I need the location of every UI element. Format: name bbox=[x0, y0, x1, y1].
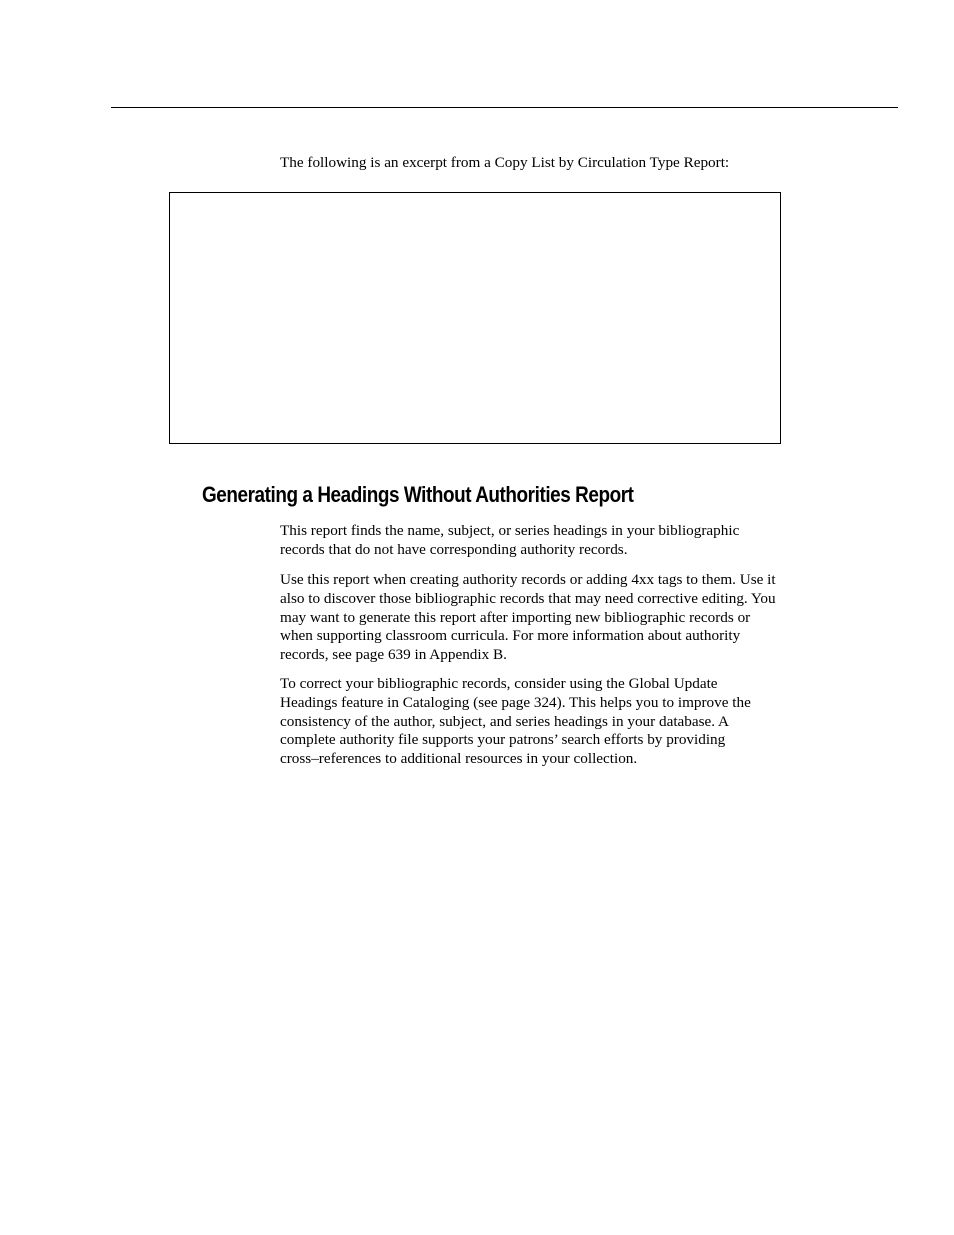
text-line: may want to generate this report after importing new bibliographic records or bbox=[280, 608, 751, 626]
section-heading: Generating a Headings Without Authorities Report bbox=[202, 482, 634, 507]
text-line: cross–references to additional resources in your collection. bbox=[280, 750, 638, 768]
text-line: records that do not have corresponding authority records. bbox=[280, 540, 628, 558]
header-rule bbox=[111, 107, 898, 108]
text-line: Use this report when creating authority records or adding 4xx tags to them. Use it bbox=[280, 571, 776, 588]
paragraph-correction-advice bbox=[280, 675, 846, 769]
text-line: records, see page 639 in Appendix B. bbox=[280, 646, 507, 664]
text-line: consistency of the author, subject, and series headings in your database. A bbox=[280, 712, 729, 730]
paragraph-report-usage bbox=[280, 571, 846, 665]
report-excerpt-frame bbox=[169, 192, 781, 444]
paragraph-report-purpose bbox=[280, 522, 846, 560]
text-line: also to discover those bibliographic records that may need corrective editing. You bbox=[280, 589, 776, 607]
intro-text: The following is an excerpt from a Copy List by Circulation Type Report: bbox=[280, 154, 730, 171]
text-line: Headings feature in Cataloging (see page 324). This helps you to improve the bbox=[280, 693, 751, 711]
text-line: when supporting classroom curricula. For more information about authority bbox=[280, 627, 741, 645]
text-line: complete authority file supports your patrons’ search efforts by providing bbox=[280, 731, 726, 749]
text-line: This report finds the name, subject, or series headings in your bibliographic bbox=[280, 522, 740, 539]
text-line: To correct your bibliographic records, consider using the Global Update bbox=[280, 675, 718, 692]
